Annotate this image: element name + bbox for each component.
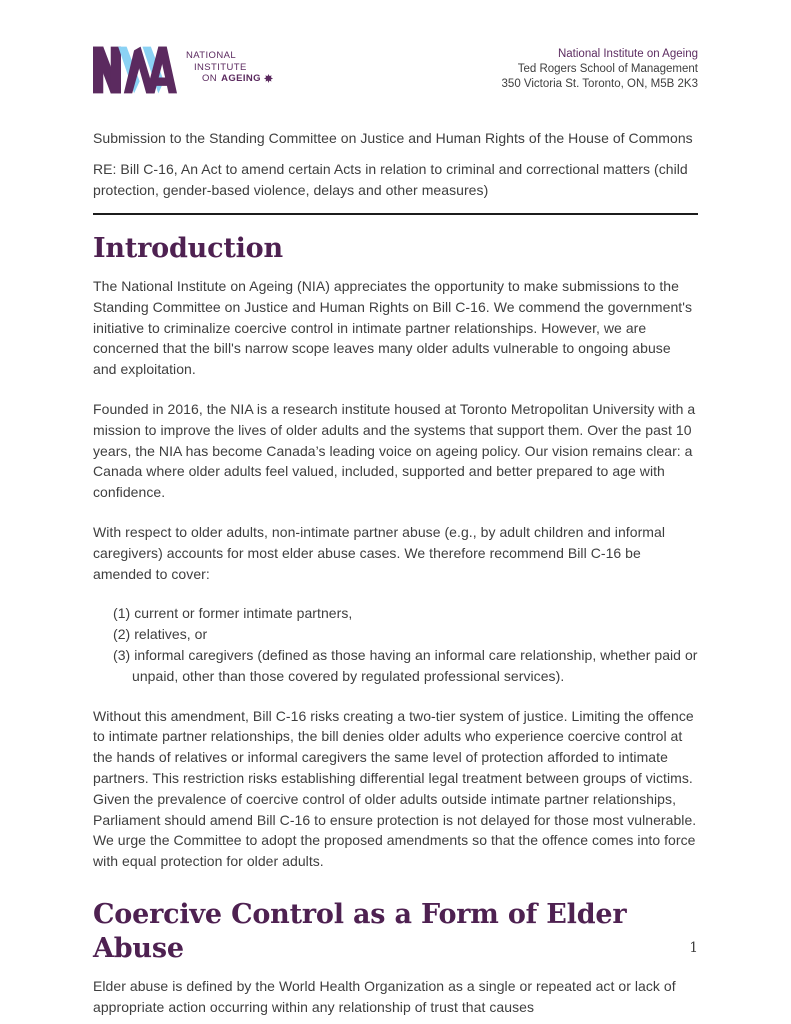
list-item-2-number: (2) <box>113 626 131 643</box>
divider-rule <box>93 213 698 215</box>
page-number: 1 <box>689 940 698 956</box>
nia-logo-icon <box>93 45 177 95</box>
intro-para-1: The National Institute on Ageing (NIA) appreciates the opportunity to make submissions to the Standing Committee on Justice and Human Rights on Bill C-16. We commend the government's initiative to criminalize coercive control in intimate partner relationships. However, we are concerned that the bill's narrow scope leaves many older adults vulnerable to ongoing abuse and exploitation. <box>93 278 692 378</box>
list-item-2-text: relatives, or <box>134 626 208 643</box>
list-item-3-number: (3) <box>113 646 131 663</box>
list-item-1-number: (1) <box>113 605 131 622</box>
coercive-control-heading: Coercive Control as a Form of Elder Abuse <box>93 898 627 964</box>
letterhead-school: Ted Rogers School of Management <box>517 63 698 75</box>
intro-para-4: Without this amendment, Bill C-16 risks creating a two-tier system of justice. Limiting the offence to intimate partner relationships, the bill denies older adults who experience coercive control at the hands of relatives or informal caregivers the same level of protection afforded to intimate partners. This restriction risks establishing differential legal treatment between groups of victims. Given the prevalence of coercive control of older adults outside intimate partner relationships, Parliament should amend Bill C-16 to ensure protection is not delayed for those most vulnerable. We urge the Committee to adopt the proposed amendments so that the offence comes into force with equal protection for older adults. <box>93 707 697 870</box>
list-item-1 <box>113 603 698 624</box>
wordmark-line-2: INSTITUTE <box>194 61 247 73</box>
nia-wordmark <box>186 50 273 85</box>
intro-para-3: With respect to older adults, non-intimate partner abuse (e.g., by adult children and informal caregivers) accounts for most elder abuse cases. We therefore recommend Bill C-16 be amended to cover: <box>93 523 665 582</box>
intro-heading: Introduction <box>93 233 283 264</box>
wordmark-ageing: AGEING <box>221 73 261 84</box>
list-item-3-text: informal caregivers (defined as those having an informal care relationship, whether paid or unpaid, other than those covered by regulated professional services). <box>132 646 698 684</box>
letterhead-address-block <box>502 47 698 92</box>
maple-leaf-icon <box>264 74 273 83</box>
coercive-control-para-1: Elder abuse is defined by the World Health Organization as a single or repeated act or lack of appropriate action occurring within any relationship of trust that causes <box>93 977 676 1015</box>
list-item-2 <box>113 624 698 645</box>
list-item-3 <box>113 645 698 687</box>
amendment-list <box>113 603 698 686</box>
letterhead-address: 350 Victoria St. Toronto, ON, M5B 2K3 <box>501 78 698 90</box>
nia-logo <box>93 45 273 95</box>
submission-line: Submission to the Standing Committee on Justice and Human Rights of the House of Commons <box>93 130 693 146</box>
page-header <box>93 45 698 95</box>
re-line: RE: Bill C-16, An Act to amend certain Acts in relation to criminal and correctional matters (child protection, gender-based violence, delays and other measures) <box>93 161 688 198</box>
wordmark-line-1: NATIONAL <box>186 50 237 61</box>
preamble <box>93 128 698 215</box>
wordmark-on: ON <box>202 73 218 84</box>
letterhead-org: National Institute on Ageing <box>557 48 698 60</box>
intro-para-2: Founded in 2016, the NIA is a research institute housed at Toronto Metropolitan University with a mission to improve the lives of older adults and the systems that support them. Over the past 10 years, the NIA has become Canada’s leading voice on ageing policy. Our vision remains clear: a Canada where older adults feel valued, included, supported and better prepared to age with confidence. <box>93 400 696 501</box>
list-item-1-text: current or former intimate partners, <box>134 605 353 622</box>
wordmark-line-3 <box>186 73 273 85</box>
